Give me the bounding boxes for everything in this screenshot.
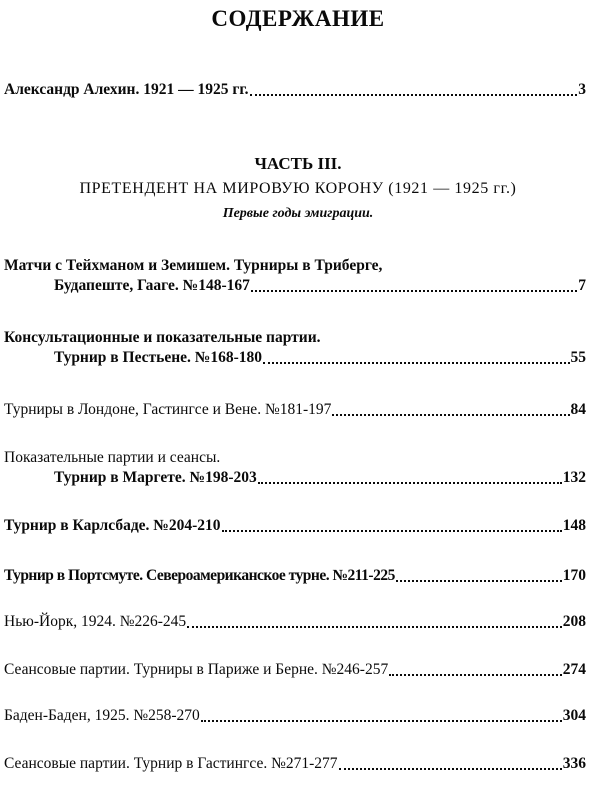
- toc-entry: [4, 754, 586, 774]
- toc-entry-text: Сеансовые партии. Турнир в Гастингсе. №271-277: [4, 755, 338, 772]
- toc-entry-intro: [4, 80, 586, 100]
- toc-line: [4, 660, 586, 680]
- toc-page-number: 132: [562, 469, 586, 486]
- toc-entry: [4, 400, 586, 420]
- toc-entry: [4, 706, 586, 726]
- toc-line: [4, 276, 586, 296]
- toc-line: [4, 80, 586, 100]
- toc-entry: [4, 256, 586, 296]
- toc-entry: [4, 566, 586, 586]
- toc-page-number: 7: [578, 277, 586, 294]
- toc-entry-text: Баден-Баден, 1925. №258-270: [4, 707, 200, 724]
- toc-line: [4, 348, 586, 368]
- dot-leader: [263, 350, 569, 364]
- toc-entry-text: Матчи с Тейхманом и Земишем. Турниры в Триберге,: [4, 257, 383, 274]
- toc-page-number: 304: [562, 707, 586, 724]
- toc-page-number: 55: [570, 349, 586, 366]
- toc-entry-text: Турниры в Лондоне, Гастингсе и Вене. №181-197: [4, 401, 332, 418]
- toc-entry: [4, 612, 586, 632]
- toc-page-number: 148: [562, 517, 586, 534]
- toc-entry-text: Нью-Йорк, 1924. №226-245: [4, 613, 187, 630]
- toc-line: [4, 754, 586, 774]
- page-title: СОДЕРЖАНИЕ: [211, 6, 385, 31]
- toc-line: [4, 400, 586, 420]
- toc-line: [4, 256, 586, 276]
- toc-entry-text: Александр Алехин. 1921 — 1925 гг.: [4, 81, 249, 98]
- part-note: Первые годы эмиграции.: [222, 206, 374, 221]
- toc-entry: [4, 516, 586, 536]
- dot-leader: [389, 662, 562, 676]
- toc-page-number: 84: [570, 401, 586, 418]
- toc-entry-text: Турнир в Маргете. №198-203: [54, 469, 257, 486]
- dot-leader: [251, 278, 577, 292]
- dot-leader: [201, 708, 562, 722]
- dot-leader: [396, 568, 562, 582]
- dot-leader: [250, 82, 578, 96]
- toc-entry: [4, 448, 586, 488]
- toc-page-number: 170: [562, 567, 586, 584]
- dot-leader: [187, 614, 562, 628]
- toc-entry-text: Консультационные и показательные партии.: [4, 329, 321, 346]
- toc-entry-text: Показательные партии и сеансы.: [4, 449, 221, 466]
- toc-page-number: 208: [562, 613, 586, 630]
- toc-line: [4, 328, 586, 348]
- toc-line: [4, 566, 586, 586]
- toc-line: [4, 468, 586, 488]
- dot-leader: [332, 402, 569, 416]
- toc-line: [4, 516, 586, 536]
- toc-entry-text: Сеансовые партии. Турниры в Париже и Берне. №246-257: [4, 661, 389, 678]
- dot-leader: [222, 518, 562, 532]
- toc-line: [4, 448, 586, 468]
- toc-line: [4, 706, 586, 726]
- toc-entry: [4, 328, 586, 368]
- toc-page-number: 336: [562, 755, 586, 772]
- part-title: ЧАСТЬ III.: [254, 154, 342, 173]
- toc-page-number: 274: [562, 661, 586, 678]
- toc-page-number: 3: [578, 81, 586, 98]
- toc-entry-text: Будапеште, Гааге. №148-167: [54, 277, 250, 294]
- part-subtitle: ПРЕТЕНДЕНТ НА МИРОВУЮ КОРОНУ (1921 — 1925 гг.): [79, 180, 517, 197]
- toc-line: [4, 612, 586, 632]
- dot-leader: [258, 470, 562, 484]
- toc-entry-text: Турнир в Портсмуте. Североамериканское турне. №211-225: [4, 567, 395, 584]
- toc-entry: [4, 660, 586, 680]
- toc-entry-text: Турнир в Карлсбаде. №204-210: [4, 517, 221, 534]
- toc-entry-text: Турнир в Пестьене. №168-180: [54, 349, 263, 366]
- dot-leader: [339, 756, 562, 770]
